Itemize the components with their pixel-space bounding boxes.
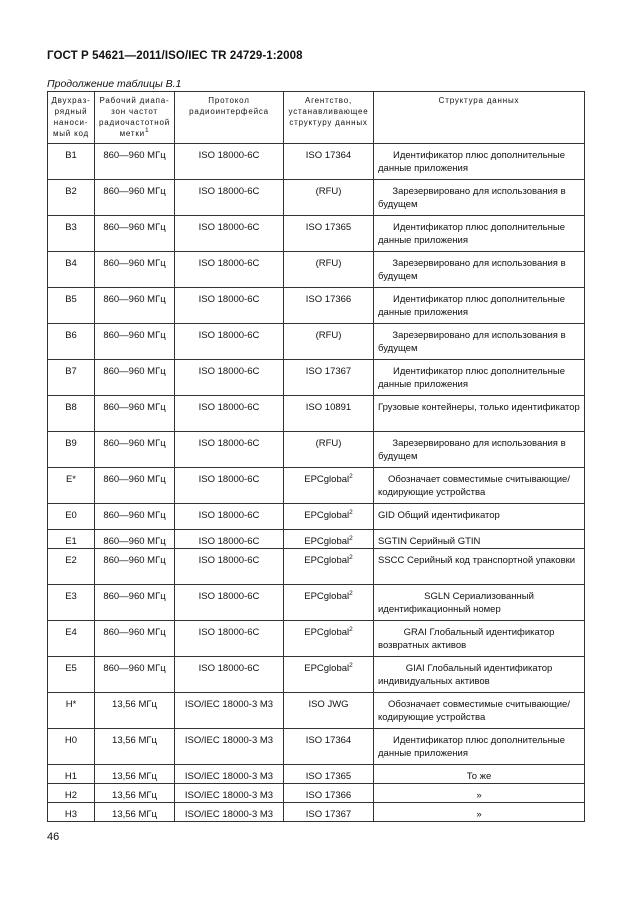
- cell-agency-text: ISO JWG: [308, 699, 349, 710]
- cell-code: B6: [48, 324, 95, 360]
- cell-agency-text: (RFU): [315, 438, 342, 449]
- cell-agency-text: ISO 17365: [305, 222, 352, 233]
- cell-code: H1: [48, 765, 95, 784]
- header-protocol: Протокол радиоинтерфейса: [175, 92, 284, 144]
- cell-structure: Идентификатор плюс дополнительные данные приложения: [374, 216, 585, 252]
- cell-code: E4: [48, 621, 95, 657]
- cell-agency-text: ISO 17366: [305, 294, 352, 305]
- cell-agency: [284, 693, 374, 729]
- cell-protocol: ISO 18000-6C: [175, 585, 284, 621]
- cell-agency: [284, 252, 374, 288]
- cell-frequency: 860—960 МГц: [95, 252, 175, 288]
- cell-agency: [284, 621, 374, 657]
- table-row: [48, 216, 585, 252]
- header-code: Двухраз-рядный наноси-мый код: [48, 92, 95, 144]
- cell-frequency: 860—960 МГц: [95, 396, 175, 432]
- cell-agency: [284, 504, 374, 530]
- cell-agency: [284, 585, 374, 621]
- cell-structure: GIAI Глобальный идентификатор индивидуальных активов: [374, 657, 585, 693]
- cell-structure: Обозначает совместимые считывающие/кодирующие устройства: [374, 693, 585, 729]
- cell-structure: Грузовые контейнеры, только идентификатор: [374, 396, 585, 432]
- table-row: [48, 693, 585, 729]
- cell-agency-text: ISO 17367: [305, 809, 352, 820]
- table-row: [48, 729, 585, 765]
- table-row: [48, 180, 585, 216]
- cell-frequency: 860—960 МГц: [95, 180, 175, 216]
- cell-frequency: 860—960 МГц: [95, 549, 175, 585]
- cell-code: H3: [48, 803, 95, 822]
- cell-code: H0: [48, 729, 95, 765]
- cell-agency-text: EPCglobal: [304, 536, 350, 547]
- cell-code: E3: [48, 585, 95, 621]
- cell-frequency: 860—960 МГц: [95, 432, 175, 468]
- header-structure: Структура данных: [374, 92, 585, 144]
- cell-agency-footnote: 2: [349, 509, 353, 516]
- cell-frequency: 860—960 МГц: [95, 144, 175, 180]
- cell-protocol: ISO 18000-6C: [175, 144, 284, 180]
- cell-structure: »: [374, 803, 585, 822]
- cell-agency-text: EPCglobal: [304, 591, 350, 602]
- cell-agency: [284, 288, 374, 324]
- cell-agency: [284, 530, 374, 549]
- cell-agency: [284, 216, 374, 252]
- table-row: [48, 657, 585, 693]
- cell-code: B1: [48, 144, 95, 180]
- cell-agency-footnote: 2: [349, 535, 353, 542]
- table-row: [48, 252, 585, 288]
- table-row: [48, 803, 585, 822]
- cell-agency-text: EPCglobal: [304, 474, 350, 485]
- cell-structure: Зарезервировано для использования в будущем: [374, 324, 585, 360]
- cell-frequency: 860—960 МГц: [95, 657, 175, 693]
- table-row: [48, 468, 585, 504]
- table-row: [48, 288, 585, 324]
- cell-protocol: ISO/IEC 18000-3 M3: [175, 765, 284, 784]
- page-number: 46: [47, 831, 60, 843]
- cell-agency-text: ISO 17364: [305, 735, 352, 746]
- cell-agency: [284, 803, 374, 822]
- cell-agency: [284, 432, 374, 468]
- cell-frequency: 13,56 МГц: [95, 803, 175, 822]
- cell-frequency: 13,56 МГц: [95, 693, 175, 729]
- cell-agency: [284, 765, 374, 784]
- cell-agency-text: EPCglobal: [304, 510, 350, 521]
- cell-protocol: ISO/IEC 18000-3 M3: [175, 729, 284, 765]
- cell-code: B5: [48, 288, 95, 324]
- cell-protocol: ISO 18000-6C: [175, 432, 284, 468]
- cell-agency: [284, 468, 374, 504]
- header-frequency-text: Рабочий диапа-зон частот радиочастотной метки: [99, 96, 170, 138]
- table-row: [48, 530, 585, 549]
- table-row: [48, 324, 585, 360]
- cell-protocol: ISO 18000-6C: [175, 180, 284, 216]
- cell-code: E2: [48, 549, 95, 585]
- cell-structure: Обозначает совместимые считывающие/кодирующие устройства: [374, 468, 585, 504]
- cell-protocol: ISO 18000-6C: [175, 216, 284, 252]
- cell-agency-text: ISO 17365: [305, 771, 352, 782]
- table-row: [48, 765, 585, 784]
- cell-frequency: 860—960 МГц: [95, 288, 175, 324]
- table-row: [48, 585, 585, 621]
- cell-protocol: ISO 18000-6C: [175, 396, 284, 432]
- data-table: [47, 91, 585, 822]
- cell-structure: Идентификатор плюс дополнительные данные приложения: [374, 288, 585, 324]
- cell-agency-footnote: 2: [349, 473, 353, 480]
- cell-structure: Зарезервировано для использования в будущем: [374, 252, 585, 288]
- cell-code: B3: [48, 216, 95, 252]
- cell-code: B9: [48, 432, 95, 468]
- cell-protocol: ISO 18000-6C: [175, 621, 284, 657]
- cell-code: E0: [48, 504, 95, 530]
- cell-frequency: 860—960 МГц: [95, 504, 175, 530]
- cell-agency-footnote: 2: [349, 626, 353, 633]
- cell-agency-text: (RFU): [315, 258, 342, 269]
- cell-frequency: 13,56 МГц: [95, 784, 175, 803]
- cell-agency-text: ISO 17366: [305, 790, 352, 801]
- cell-protocol: ISO 18000-6C: [175, 468, 284, 504]
- cell-protocol: ISO 18000-6C: [175, 288, 284, 324]
- cell-code: B2: [48, 180, 95, 216]
- cell-code: B8: [48, 396, 95, 432]
- cell-structure: SSCC Серийный код транспортной упаковки: [374, 549, 585, 585]
- cell-agency-text: EPCglobal: [304, 627, 350, 638]
- cell-protocol: ISO 18000-6C: [175, 324, 284, 360]
- cell-code: E1: [48, 530, 95, 549]
- cell-agency-footnote: 2: [349, 590, 353, 597]
- cell-structure: Зарезервировано для использования в будущем: [374, 432, 585, 468]
- cell-agency: [284, 396, 374, 432]
- cell-frequency: 860—960 МГц: [95, 621, 175, 657]
- cell-protocol: ISO 18000-6C: [175, 657, 284, 693]
- cell-agency: [284, 549, 374, 585]
- cell-structure: Зарезервировано для использования в будущем: [374, 180, 585, 216]
- cell-code: B4: [48, 252, 95, 288]
- cell-structure: Идентификатор плюс дополнительные данные приложения: [374, 144, 585, 180]
- cell-code: H*: [48, 693, 95, 729]
- cell-frequency: 860—960 МГц: [95, 530, 175, 549]
- cell-protocol: ISO/IEC 18000-3 M3: [175, 693, 284, 729]
- cell-code: H2: [48, 784, 95, 803]
- cell-frequency: 860—960 МГц: [95, 468, 175, 504]
- cell-agency: [284, 729, 374, 765]
- cell-agency-footnote: 2: [349, 554, 353, 561]
- cell-agency-text: ISO 10891: [305, 402, 352, 413]
- cell-protocol: ISO 18000-6C: [175, 530, 284, 549]
- table-caption: Продолжение таблицы В.1: [47, 78, 182, 90]
- table-row: [48, 784, 585, 803]
- cell-agency: [284, 657, 374, 693]
- cell-protocol: ISO/IEC 18000-3 M3: [175, 803, 284, 822]
- header-frequency-footnote: 1: [144, 127, 150, 134]
- table-row: [48, 621, 585, 657]
- table-header-row: [48, 92, 585, 144]
- table-row: [48, 144, 585, 180]
- header-agency: Агентство, устанавливающее структуру данных: [284, 92, 374, 144]
- cell-frequency: 860—960 МГц: [95, 324, 175, 360]
- cell-agency-text: ISO 17367: [305, 366, 352, 377]
- cell-agency-footnote: 2: [349, 662, 353, 669]
- cell-agency: [284, 324, 374, 360]
- cell-agency-text: (RFU): [315, 330, 342, 341]
- cell-structure: Идентификатор плюс дополнительные данные приложения: [374, 729, 585, 765]
- table-row: [48, 549, 585, 585]
- cell-structure: Идентификатор плюс дополнительные данные приложения: [374, 360, 585, 396]
- cell-protocol: ISO/IEC 18000-3 M3: [175, 784, 284, 803]
- cell-agency-text: EPCglobal: [304, 555, 350, 566]
- cell-agency-text: EPCglobal: [304, 663, 350, 674]
- cell-agency-text: (RFU): [315, 186, 342, 197]
- cell-agency: [284, 180, 374, 216]
- cell-frequency: 13,56 МГц: [95, 729, 175, 765]
- cell-protocol: ISO 18000-6C: [175, 360, 284, 396]
- cell-frequency: 860—960 МГц: [95, 360, 175, 396]
- cell-frequency: 860—960 МГц: [95, 585, 175, 621]
- header-frequency: [95, 92, 175, 144]
- cell-structure: »: [374, 784, 585, 803]
- cell-structure: SGLN Сериализованный идентификационный номер: [374, 585, 585, 621]
- cell-code: B7: [48, 360, 95, 396]
- cell-agency: [284, 784, 374, 803]
- cell-structure: GID Общий идентификатор: [374, 504, 585, 530]
- table-row: [48, 360, 585, 396]
- table-body: [48, 144, 585, 822]
- table-row: [48, 432, 585, 468]
- cell-frequency: 860—960 МГц: [95, 216, 175, 252]
- cell-structure: SGTIN Серийный GTIN: [374, 530, 585, 549]
- cell-protocol: ISO 18000-6C: [175, 549, 284, 585]
- cell-agency: [284, 360, 374, 396]
- cell-protocol: ISO 18000-6C: [175, 252, 284, 288]
- cell-agency: [284, 144, 374, 180]
- cell-code: E*: [48, 468, 95, 504]
- cell-code: E5: [48, 657, 95, 693]
- cell-protocol: ISO 18000-6C: [175, 504, 284, 530]
- table-row: [48, 396, 585, 432]
- cell-agency-text: ISO 17364: [305, 150, 352, 161]
- document-header: ГОСТ Р 54621—2011/ISO/IEC TR 24729-1:2008: [47, 50, 303, 62]
- cell-frequency: 13,56 МГц: [95, 765, 175, 784]
- cell-structure: То же: [374, 765, 585, 784]
- table-row: [48, 504, 585, 530]
- cell-structure: GRAI Глобальный идентификатор возвратных активов: [374, 621, 585, 657]
